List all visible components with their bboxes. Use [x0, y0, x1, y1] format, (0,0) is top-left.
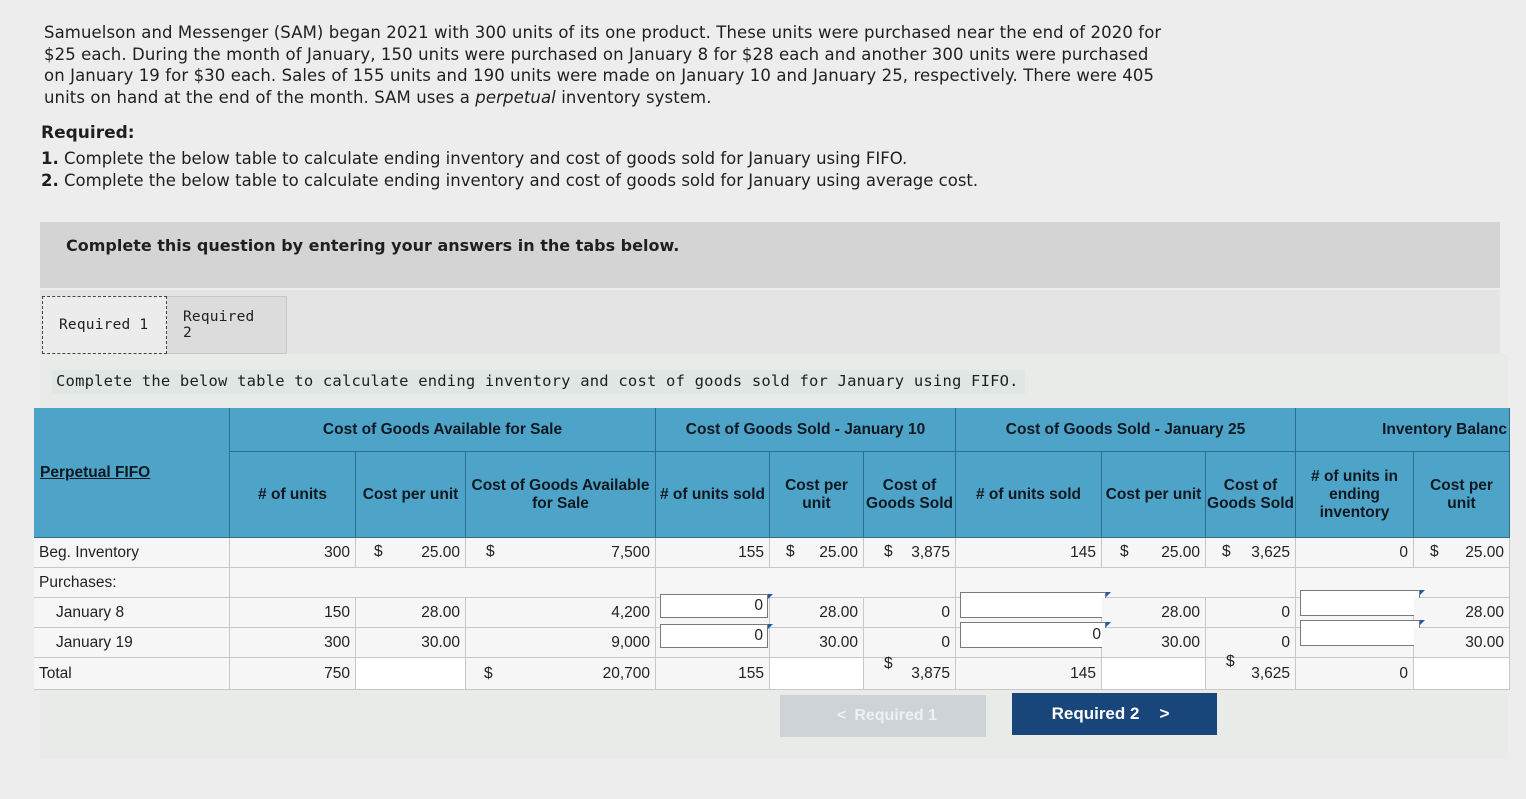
- next-required-button[interactable]: [1012, 693, 1217, 735]
- col-header-units-sold: # of units sold: [956, 452, 1102, 538]
- fifo-table: [34, 408, 1510, 692]
- col-header-cogs: Cost of Goods Sold: [864, 452, 956, 538]
- dollar-sign: $: [1430, 543, 1439, 560]
- col-header-cost-per-unit: Cost per unit: [356, 452, 466, 538]
- tabs-bar: [40, 290, 1500, 354]
- beg-cpu-jan25: 25.00: [1102, 538, 1206, 568]
- beg-units-ending: 0: [1296, 538, 1414, 568]
- dollar-sign: $: [786, 543, 795, 560]
- total-cogas: 20,700: [466, 658, 656, 690]
- col-header-cost-per-unit: Cost per unit: [1414, 452, 1510, 538]
- item-number: 2.: [41, 171, 59, 190]
- panel-caption: Complete the below table to calculate ending inventory and cost of goods sold for January using FIFO.: [52, 370, 1025, 394]
- dollar-sign: $: [1222, 543, 1231, 560]
- col-header-cost-per-unit: Cost per unit: [1102, 452, 1206, 538]
- total-units: 750: [230, 658, 356, 690]
- group-header-sold-jan10: Cost of Goods Sold - January 10: [656, 408, 956, 452]
- jan19-units-sold-jan25-input[interactable]: 0: [960, 622, 1106, 648]
- chevron-left-icon: <: [836, 707, 847, 724]
- required-list: [41, 148, 978, 192]
- total-units-sold-jan25: 145: [956, 658, 1102, 690]
- total-cpu-jan25: [1102, 658, 1206, 690]
- jan8-units-sold-jan25-input[interactable]: [960, 592, 1106, 618]
- beg-cpu-ending: 25.00: [1414, 538, 1510, 568]
- jan8-cpu-jan10: 28.00: [770, 598, 864, 628]
- prev-button-label: Required 1: [854, 707, 938, 724]
- col-header-cost-per-unit: Cost per unit: [770, 452, 864, 538]
- beg-cogas: 7,500: [466, 538, 656, 568]
- beg-cost-per-unit: 25.00: [356, 538, 466, 568]
- prev-required-button[interactable]: [780, 695, 986, 737]
- jan8-cogs-jan10: 0: [864, 598, 956, 628]
- jan8-cost-per-unit: 28.00: [356, 598, 466, 628]
- jan19-cpu-jan10: 30.00: [770, 628, 864, 658]
- item-text: Complete the below table to calculate ending inventory and cost of goods sold for January using FIFO.: [64, 149, 908, 168]
- jan19-cost-per-unit: 30.00: [356, 628, 466, 658]
- jan19-cogs-jan10: 0: [864, 628, 956, 658]
- problem-text: inventory system.: [555, 87, 712, 107]
- total-cogs-jan10: 3,875: [864, 658, 956, 690]
- row-label-beg: Beg. Inventory: [34, 538, 230, 568]
- jan8-cogas: 4,200: [466, 598, 656, 628]
- total-cost-per-unit: [356, 658, 466, 690]
- problem-line: Samuelson and Messenger (SAM) began 2021 with 300 units of its one product. These units were purchased near the end of 2020 for: [44, 23, 1162, 42]
- jan19-cpu-jan25: 30.00: [1102, 628, 1206, 658]
- row-label-total: Total: [34, 658, 230, 690]
- group-header-inventory: Inventory Balanc: [1296, 408, 1510, 452]
- dollar-sign: $: [884, 543, 893, 560]
- required-item-1: [41, 148, 978, 170]
- chevron-right-icon: >: [1159, 704, 1170, 723]
- group-header-available: Cost of Goods Available for Sale: [230, 408, 656, 452]
- item-text: Complete the below table to calculate ending inventory and cost of goods sold for January using average cost.: [64, 171, 979, 190]
- tab-required-2[interactable]: Required 2: [167, 296, 287, 354]
- tab-required-1[interactable]: Required 1: [42, 296, 167, 354]
- jan19-cogs-jan25: 0: [1206, 628, 1296, 658]
- jan19-units: 300: [230, 628, 356, 658]
- jan8-units-ending-input[interactable]: [1300, 590, 1420, 616]
- jan8-units-sold-jan10-input[interactable]: 0: [660, 594, 768, 618]
- col-header-cogas: Cost of Goods Available for Sale: [466, 452, 656, 538]
- beg-cpu-jan10: 25.00: [770, 538, 864, 568]
- dollar-sign: $: [374, 543, 383, 560]
- col-header-units-sold: # of units sold: [656, 452, 770, 538]
- group-header-sold-jan25: Cost of Goods Sold - January 25: [956, 408, 1296, 452]
- row-label-jan8: January 8: [34, 598, 230, 628]
- problem-statement: [44, 22, 1224, 108]
- jan19-units-ending-input[interactable]: [1300, 620, 1420, 646]
- dollar-sign: $: [484, 665, 493, 682]
- dollar-sign: $: [884, 655, 893, 672]
- empty-cell: [230, 568, 656, 598]
- corner-header: [34, 408, 230, 538]
- dollar-sign: $: [1120, 543, 1129, 560]
- jan8-cogs-jan25: 0: [1206, 598, 1296, 628]
- jan8-cpu-ending: 28.00: [1414, 598, 1510, 628]
- jan19-cpu-ending: 30.00: [1414, 628, 1510, 658]
- beg-cogs-jan10: 3,875: [864, 538, 956, 568]
- problem-line: on January 19 for $30 each. Sales of 155 units and 190 units were made on January 10 and January 25, respectively. There were 405: [44, 66, 1155, 85]
- row-label-purchases: Purchases:: [34, 568, 230, 598]
- total-units-ending: 0: [1296, 658, 1414, 690]
- col-header-units: # of units: [230, 452, 356, 538]
- row-label-jan19: January 19: [34, 628, 230, 658]
- jan8-units: 150: [230, 598, 356, 628]
- jan19-units-sold-jan10-input[interactable]: 0: [660, 624, 768, 648]
- item-number: 1.: [41, 149, 59, 168]
- col-header-cogs: Cost of Goods Sold: [1206, 452, 1296, 538]
- required-heading: Required:: [41, 123, 135, 143]
- problem-emphasis: perpetual: [475, 87, 556, 107]
- jan8-cpu-jan25: 28.00: [1102, 598, 1206, 628]
- beg-units: 300: [230, 538, 356, 568]
- total-cogs-jan25: 3,625: [1206, 658, 1296, 690]
- problem-text: units on hand at the end of the month. SAM uses a: [44, 87, 476, 107]
- total-cpu-ending: [1414, 658, 1510, 690]
- required-item-2: [41, 170, 978, 192]
- beg-units-sold-jan10: 155: [656, 538, 770, 568]
- jan19-cogas: 9,000: [466, 628, 656, 658]
- beg-units-sold-jan25: 145: [956, 538, 1102, 568]
- col-header-units-ending: # of units in ending inventory: [1296, 452, 1414, 538]
- total-cpu-jan10: [770, 658, 864, 690]
- problem-line: $25 each. During the month of January, 150 units were purchased on January 8 for $28 each and another 300 units were purchased: [44, 44, 1149, 64]
- next-button-label: Required 2: [1051, 704, 1140, 723]
- instruction-text: Complete this question by entering your answers in the tabs below.: [66, 236, 680, 255]
- total-units-sold-jan10: 155: [656, 658, 770, 690]
- dollar-sign: $: [1226, 653, 1235, 670]
- instruction-box: [40, 222, 1500, 288]
- beg-cogs-jan25: 3,625: [1206, 538, 1296, 568]
- corner-label: Perpetual FIFO: [40, 463, 151, 481]
- dollar-sign: $: [486, 543, 495, 560]
- problem-line: [44, 87, 1224, 109]
